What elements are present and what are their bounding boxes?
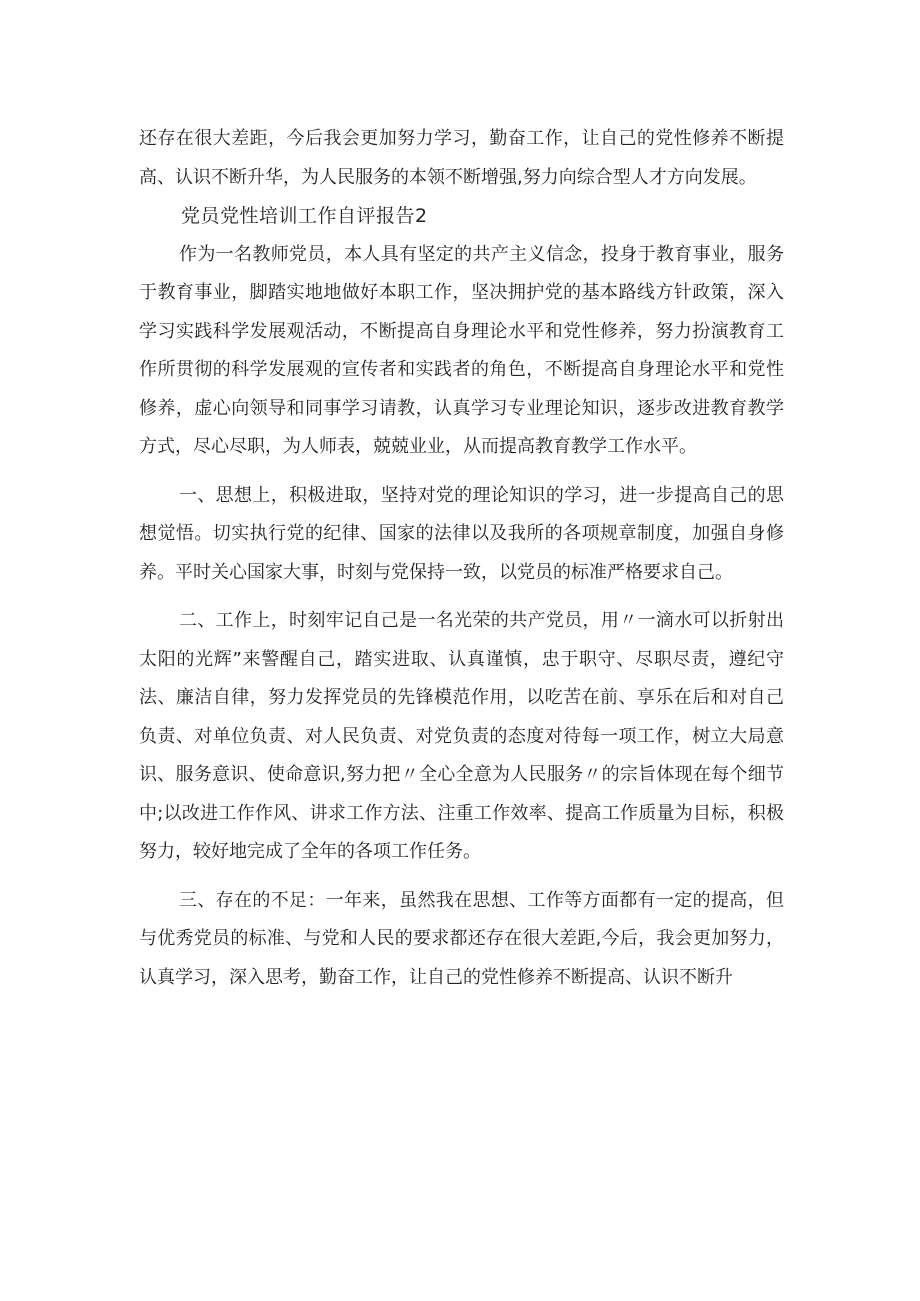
paragraph-ideology: 一、思想上，积极进取，坚持对党的理论知识的学习，进一步提高自己的思想觉悟。切实执行党的纪律、国家的法律以及我所的各项规章制度，加强自身修养。平时关心国家大事，时刻与党保持一致，以党员的标准严格要求自己。: [139, 484, 784, 583]
paragraph-shortcomings: 三、存在的不足：一年来，虽然我在思想、工作等方面都有一定的提高，但与优秀党员的标准、与党和人民的要求都还存在很大差距,今后，我会更加努力，认真学习，深入思考，勤奋工作，让自己的党性修养不断提高、认识不断升: [139, 889, 784, 988]
paragraph-work: 二、工作上，时刻牢记自己是一名光荣的共产党员，用〃一滴水可以折射出太阳的光辉”来警醒自己，踏实进取、认真谨慎，忠于职守、尽职尽责，遵纪守法、廉洁自律，努力发挥党员的先锋模范作用，以吃苦在前、享乐在后和对自己负责、对单位负责、对人民负责、对党负责的态度对待每一项工作，树立大局意识、服务意识、使命意识,努力把〃全心全意为人民服务〃的宗旨体现在每个细节中;以改进工作作风、讲求工作方法、注重工作效率、提高工作质量为目标，积极努力，较好地完成了全年的各项工作任务。: [139, 610, 784, 862]
document-body: [139, 120, 784, 997]
paragraph-intro: 作为一名教师党员，本人具有坚定的共产主义信念，投身于教育事业，服务于教育事业，脚踏实地地做好本职工作，坚决拥护党的基本路线方针政策，深入学习实践科学发展观活动，不断提高自身理论水平和党性修养，努力扮演教育工作所贯彻的科学发展观的宣传者和实践者的角色，不断提高自身理论水平和党性修养，虚心向领导和同事学习请教，认真学习专业理论知识，逐步改进教育教学方式，尽心尽职，为人师表，兢兢业业，从而提高教育教学工作水平。: [139, 243, 784, 457]
paragraph-continuation: 还存在很大差距，今后我会更加努力学习，勤奋工作，让自己的党性修养不断提高、认识不断升华，为人民服务的本领不断增强,努力向综合型人才方向发展。: [139, 128, 784, 188]
section-title: 党员党性培训工作自评报告2: [181, 205, 428, 227]
